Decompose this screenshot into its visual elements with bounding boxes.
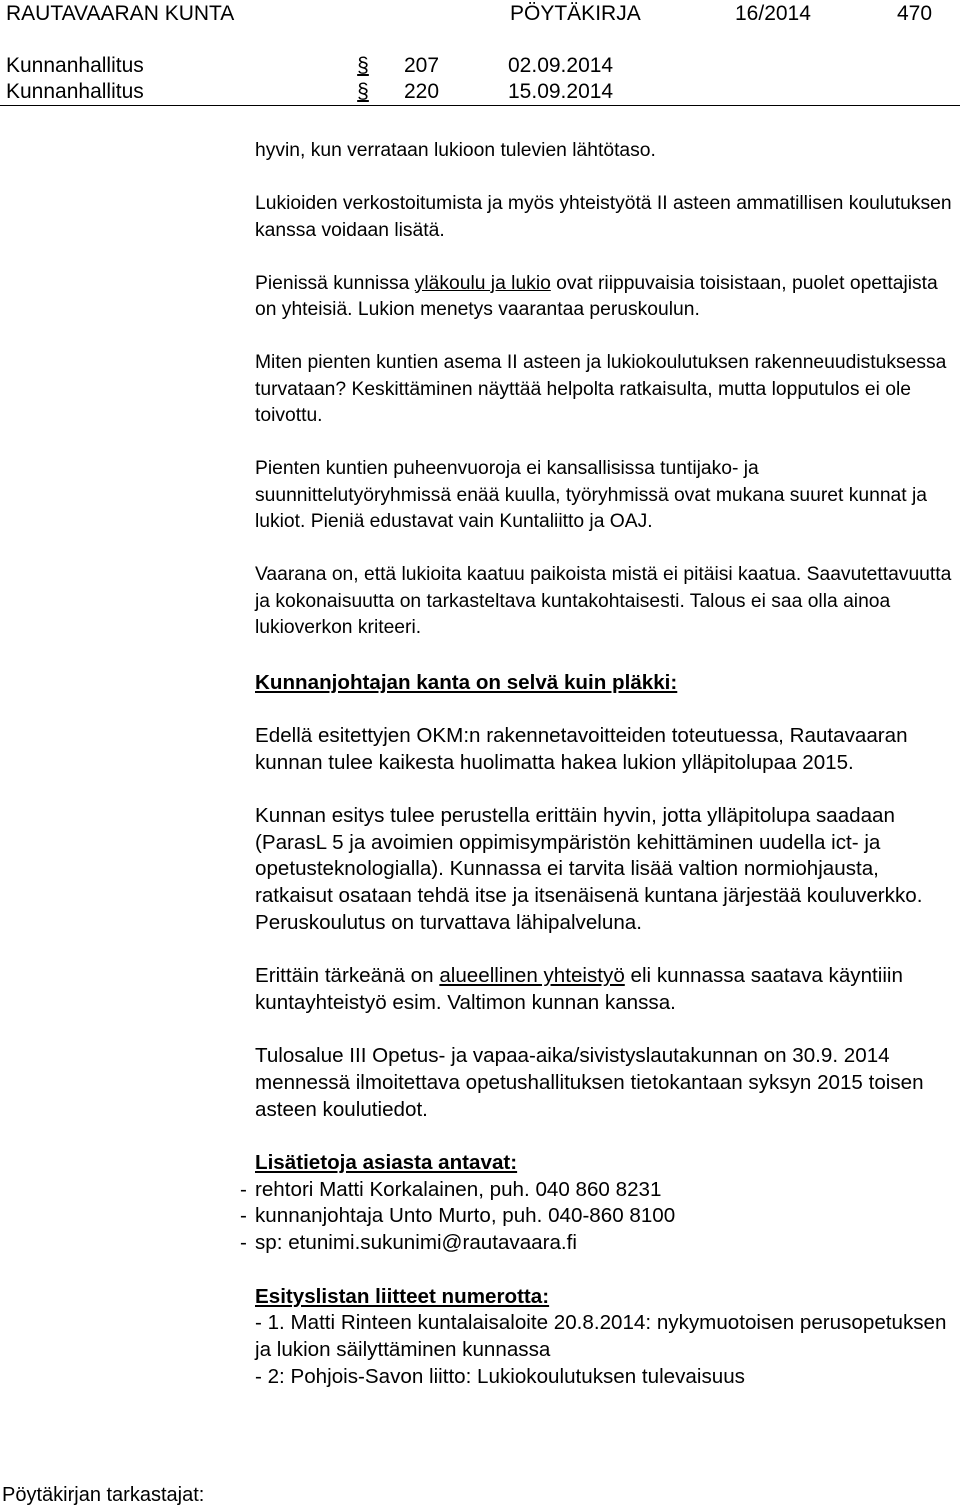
underlined-phrase: alueellinen yhteistyö	[439, 964, 625, 988]
issue-number: 16/2014	[735, 2, 811, 25]
paragraph: hyvin, kun verrataan lukioon tulevien lähtötaso.	[255, 140, 656, 161]
section-heading: Kunnanjohtajan kanta on selvä kuin pläkki:	[255, 670, 678, 694]
section-sign: §	[357, 54, 369, 77]
meeting-references	[6, 54, 960, 106]
section-heading: Esityslistan liitteet numerotta:	[255, 1284, 550, 1308]
header-divider	[0, 105, 960, 106]
underlined-phrase: yläkoulu ja lukio	[414, 272, 551, 294]
paragraph: Kunnan esitys tulee perustella erittäin hyvin, jotta ylläpitolupa saadaan (ParasL 5 ja avoimien oppimisympäristön kehittäminen uudella ict- ja opetusteknologialla). Kunnassa ei tarvita lisää valtion normiohjausta, ratkaisut osataan tehdä itse ja itsenäisenä kuntana järjestää kouluverkko. Peruskoulutus on turvattava lähipalveluna.	[255, 803, 923, 934]
minutes-body	[240, 138, 955, 1390]
list-item: - rehtori Matti Korkalainen, puh. 040 860 8231	[240, 1177, 662, 1201]
paragraph: Vaarana on, että lukioita kaatuu paikoista mistä ei pitäisi kaatua. Saavutettavuutta ja kokonaisuutta on tarkasteltava kuntakohtaisesti. Talous ei saa olla ainoa lukioverkon kriteeri.	[255, 564, 952, 638]
paragraph: Pienissä kunnissa yläkoulu ja lukio ovat riippuvaisia toisistaan, puolet opettajista on yhteisiä. Lukion menetys vaarantaa peruskoulun.	[255, 272, 938, 320]
paragraph: Miten pienten kuntien asema II asteen ja lukiokoulutuksen rakenneuudistuksessa turvataan? Keskittäminen näyttää helpolta ratkaisulta, mutta lopputulos ei ole toivottu.	[255, 352, 947, 426]
meeting-date: 02.09.2014	[508, 54, 614, 77]
paragraph: Edellä esitettyjen OKM:n rakennetavoitteiden toteutuessa, Rautavaaran kunnan tulee kaikesta huolimatta hakea lukion ylläpitolupaa 2015.	[255, 723, 908, 774]
list-item: - sp: etunimi.sukunimi@rautavaara.fi	[240, 1231, 577, 1255]
meeting-row	[6, 54, 960, 80]
paragraph: Tulosalue III Opetus- ja vapaa-aika/sivistyslautakunnan on 30.9. 2014 mennessä ilmoitettava opetushallituksen tietokantaan syksyn 2015 toisen asteen koulutiedot.	[255, 1044, 924, 1121]
section-number: 207	[404, 54, 440, 77]
manager-position-section	[240, 670, 955, 1391]
section-heading: Lisätietoja asiasta antavat:	[255, 1151, 518, 1175]
meeting-body: Kunnanhallitus	[6, 54, 144, 77]
paragraph: Pienten kuntien puheenvuoroja ei kansallisissa tuntijako- ja suunnittelutyöryhmissä enää kuulla, työryhmissä ovat mukana suuret kunnat ja lukiot. Pieniä edustavat vain Kuntaliitto ja OAJ.	[255, 458, 927, 532]
organization-name: RAUTAVAARAN KUNTA	[6, 2, 235, 25]
attachment-item: - 1. Matti Rinteen kuntalaisaloite 20.8.2014: nykymuotoisen perusopetuksen ja lukion säilyttäminen kunnassa	[255, 1311, 947, 1361]
meeting-row	[6, 80, 960, 106]
page-number: 470	[897, 2, 933, 25]
attachment-item: - 2: Pohjois-Savon liitto: Lukiokoulutuksen tulevaisuus	[255, 1364, 745, 1388]
contact-list	[240, 1177, 955, 1257]
paragraph: Erittäin tärkeänä on alueellinen yhteistyö eli kunnassa saatava käyntiiin kuntayhteistyö esim. Valtimon kunnan kanssa.	[255, 964, 903, 1014]
page-header	[6, 2, 960, 30]
meeting-date: 15.09.2014	[508, 80, 614, 103]
reviewers-label: Pöytäkirjan tarkastajat:	[2, 1484, 205, 1506]
section-number: 220	[404, 80, 440, 103]
section-sign: §	[357, 80, 369, 103]
document-type: PÖYTÄKIRJA	[510, 2, 641, 25]
paragraph: Lukioiden verkostoitumista ja myös yhteistyötä II asteen ammatillisen koulutuksen kanssa voidaan lisätä.	[255, 193, 952, 241]
meeting-body: Kunnanhallitus	[6, 80, 144, 103]
list-item: - kunnanjohtaja Unto Murto, puh. 040-860 8100	[240, 1204, 676, 1228]
discussion-section	[255, 138, 955, 642]
